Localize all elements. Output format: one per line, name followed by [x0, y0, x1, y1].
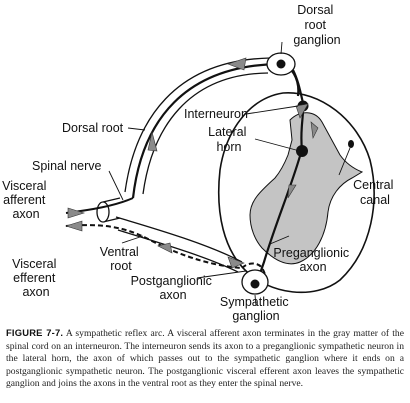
label-postganglionic-axon: Postganglionic axon — [130, 274, 212, 302]
label-ventral-root: Ventral root — [99, 245, 139, 273]
label-spinal-nerve: Spinal nerve — [32, 159, 102, 173]
label-visceral-afferent-axon: Visceral afferent axon — [2, 179, 47, 221]
label-visceral-efferent-axon: Visceral efferent axon — [12, 257, 57, 299]
lateral-horn-neuron — [296, 145, 308, 157]
figure-caption — [6, 327, 404, 391]
caption-text: A sympathetic reflex arc. A visceral afferent axon terminates in the gray matter of the spinal cord on an interneuron. The interneuron sends its axon to a preganglionic sympathetic neuron in the lateral horn, the axon of which passes out to the sympathetic ganglion where it ends on a postganglionic sympathetic neuron. The postganglionic visceral efferent axon leaves the sympathetic ganglion and joins the axons in the ventral root as they enter the spinal nerve. — [6, 328, 404, 390]
label-dorsal-root-ganglion: Dorsal root ganglion — [293, 3, 341, 47]
central-canal — [348, 140, 354, 148]
arrow-visceral-afferent — [68, 208, 84, 218]
label-interneuron: Interneuron — [184, 107, 248, 121]
label-central-canal: Central canal — [353, 178, 394, 207]
label-lateral-horn: Lateral horn — [208, 125, 247, 154]
label-preganglionic-axon: Preganglionic axon — [273, 246, 350, 274]
figure-number: FIGURE 7-7. — [6, 327, 64, 338]
label-sympathetic-ganglion: Sympathetic ganglion — [219, 295, 289, 323]
arrow-visceral-efferent — [66, 221, 82, 231]
label-dorsal-root: Dorsal root — [62, 121, 124, 135]
arrow-dorsal-root — [148, 132, 157, 151]
